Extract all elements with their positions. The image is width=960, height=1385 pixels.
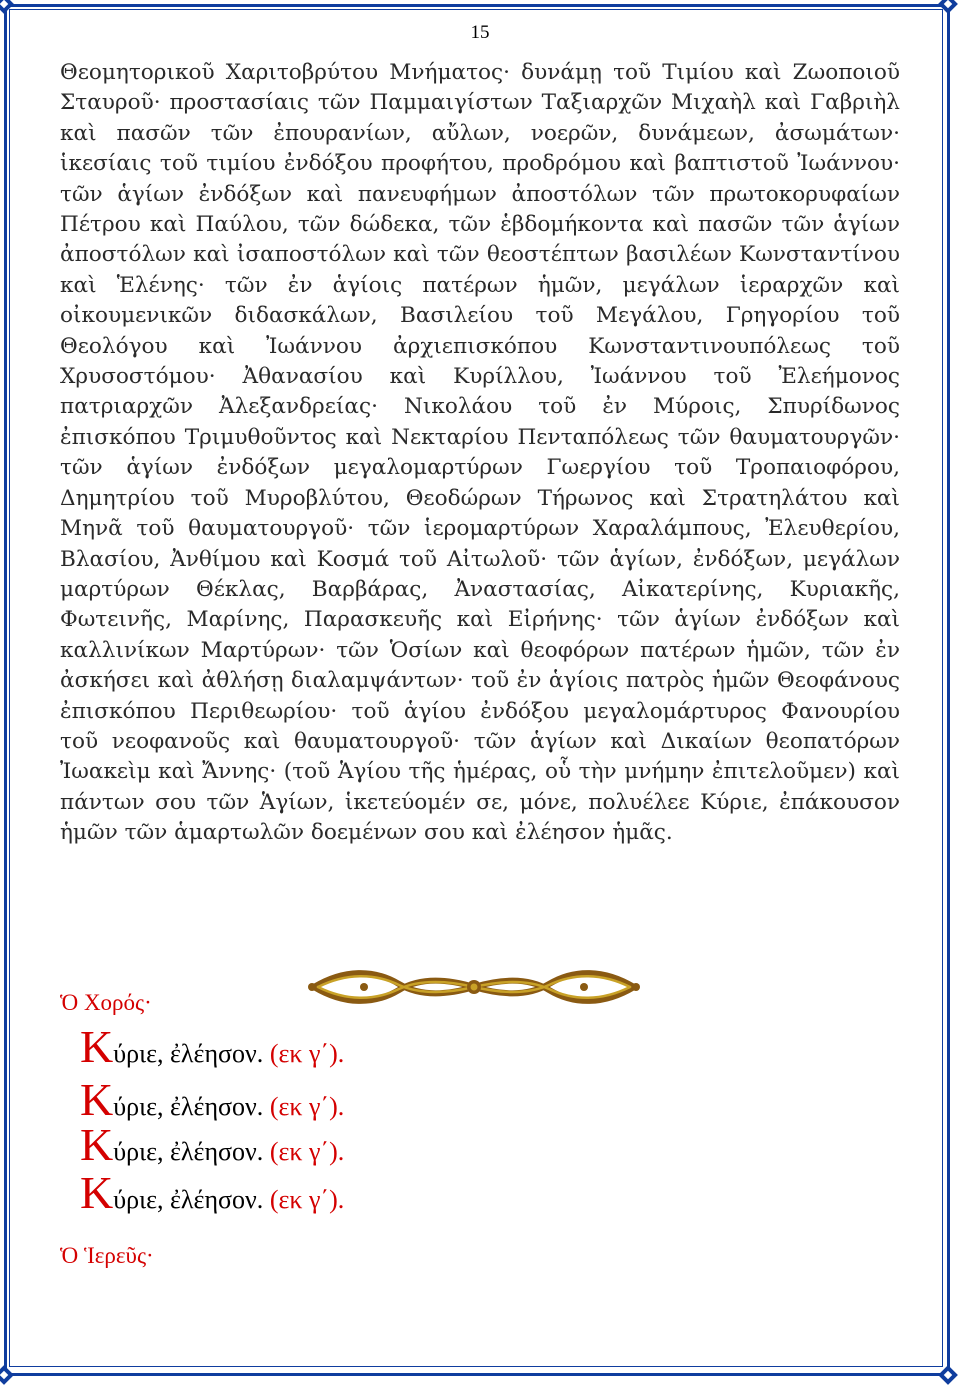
repetition-note: (εκ γ΄).: [269, 1092, 345, 1121]
kyrie-line: [80, 1074, 345, 1125]
repetition-note: (εκ γ΄).: [269, 1185, 345, 1214]
kyrie-line: [80, 1167, 345, 1218]
repetition-note: (εκ γ΄).: [269, 1039, 345, 1068]
kyrie-line: [80, 1119, 345, 1170]
drop-initial: Κ: [80, 1167, 114, 1218]
choir-rubric: Ὁ Χορός·: [60, 990, 152, 1015]
drop-initial: Κ: [80, 1021, 114, 1072]
repetition-note: (εκ γ΄).: [269, 1137, 345, 1166]
kyrie-text: ύριε, ἐλέησον.: [113, 1092, 270, 1121]
kyrie-text: ύριε, ἐλέησον.: [113, 1039, 270, 1068]
kyrie-text: ύριε, ἐλέησον.: [113, 1137, 270, 1166]
drop-initial: Κ: [80, 1119, 114, 1170]
drop-initial: Κ: [80, 1074, 114, 1125]
priest-rubric: Ὁ Ἱερεῦς·: [60, 1243, 154, 1268]
decorative-ornament-divider: [304, 964, 644, 1010]
page-number: 15: [470, 22, 490, 43]
kyrie-line: [80, 1021, 345, 1072]
kyrie-text: ύριε, ἐλέησον.: [113, 1185, 270, 1214]
litany-paragraph: Θεομητορικοῦ Χαριτοβρύτου Μνήματος· δυνάμῃ τοῦ Τιμίου καὶ Ζωοποιοῦ Σταυροῦ· προστασίαις τῶν Παμμαιγίστων Ταξιαρχῶν Μιχαὴλ καὶ Γαβριὴλ καὶ πασῶν τῶν ἐπουρανίων, αὔλων, νοερῶν, δυνάμεων, ἀσωμάτων· ἱκεσίαις τοῦ τιμίου ἐνδόξου προφήτου, προδρόμου καὶ βαπτιστοῦ Ἰωάννου· τῶν ἁγίων ἐνδόξων καὶ πανευφήμων ἀποστόλων τῶν πρωτοκορυφαίων Πέτρου καὶ Παύλου, τῶν δώδεκα, τῶν ἑβδομήκοντα καὶ πασῶν τῶν ἁγίων ἀποστόλων καὶ ἰσαποστόλων καὶ τῶν θεοστέπτων βασιλέων Κωνσταντίνου καὶ Ἑλένης· τῶν ἐν ἁγίοις πατέρων ἡμῶν, μεγάλων ἱεραρχῶν καὶ οἰκουμενικῶν διδασκάλων, Βασιλείου τοῦ Μεγάλου, Γρηγορίου τοῦ Θεολόγου καὶ Ἰωάννου ἀρχιεπισκόπου Κωνσταντινουπόλεως τοῦ Χρυσοστόμου· Ἀθανασίου καὶ Κυρίλλου, Ἰωάννου τοῦ Ἐλεήμονος πατριαρχῶν Ἀλεξανδρείας· Νικολάου τοῦ ἐν Μύροις, Σπυρίδωνος ἐπισκόπου Τριμυθοῦντος καὶ Νεκταρίου Πενταπόλεως τῶν θαυματουργῶν· τῶν ἁγίων ἐνδόξων μεγαλομαρτύρων Γωεργίου τοῦ Τροπαιοφόρου, Δημητρίου τοῦ Μυροβλύτου, Θεοδώρων Τήρωνος καὶ Στρατηλάτου καὶ Μηνᾶ τοῦ θαυματουργοῦ· τῶν ἱερομαρτύρων Χαραλάμπους, Ἐλευθερίου, Βλασίου, Ἀνθίμου καὶ Κοσμά τοῦ Αἰτωλοῦ· τῶν ἁγίων, ἐνδόξων, μεγάλων μαρτύρων Θέκλας, Βαρβάρας, Ἀναστασίας, Αἰκατερίνης, Κυριακῆς, Φωτεινῆς, Μαρίνης, Παρασκευῆς καὶ Εἰρήνης· τῶν ἁγίων ἐνδόξων καὶ καλλινίκων Μαρτύρων· τῶν Ὁσίων καὶ θεοφόρων πατέρων ἡμῶν, τῶν ἐν ἀσκήσει καὶ ἀθλήσῃ διαλαμψάντων· τοῦ ἐν ἁγίοις πατρὸς ἡμῶν Θεοφάνους ἐπισκόπου Περιθεωρίου· τοῦ ἁγίου ἐνδόξου μεγαλομάρτυρος Φανουρίου τοῦ νεοφανοῦς καὶ θαυματουργοῦ· τῶν ἁγίων καὶ Δικαίων θεοπατόρων Ἰωακεὶμ καὶ Ἄννης· (τοῦ Ἁγίου τῆς ἡμέρας, οὗ τὴν μνήμην ἐπιτελοῦμεν) καὶ πάντων σου τῶν Ἁγίων, ἱκετεύομέν σε, μόνε, πολυέλεε Κύριε, ἐπάκουσον ἡμῶν τῶν ἁμαρτωλῶν δοεμένων σου καὶ ἐλέησον ἡμᾶς.: [60, 60, 900, 846]
